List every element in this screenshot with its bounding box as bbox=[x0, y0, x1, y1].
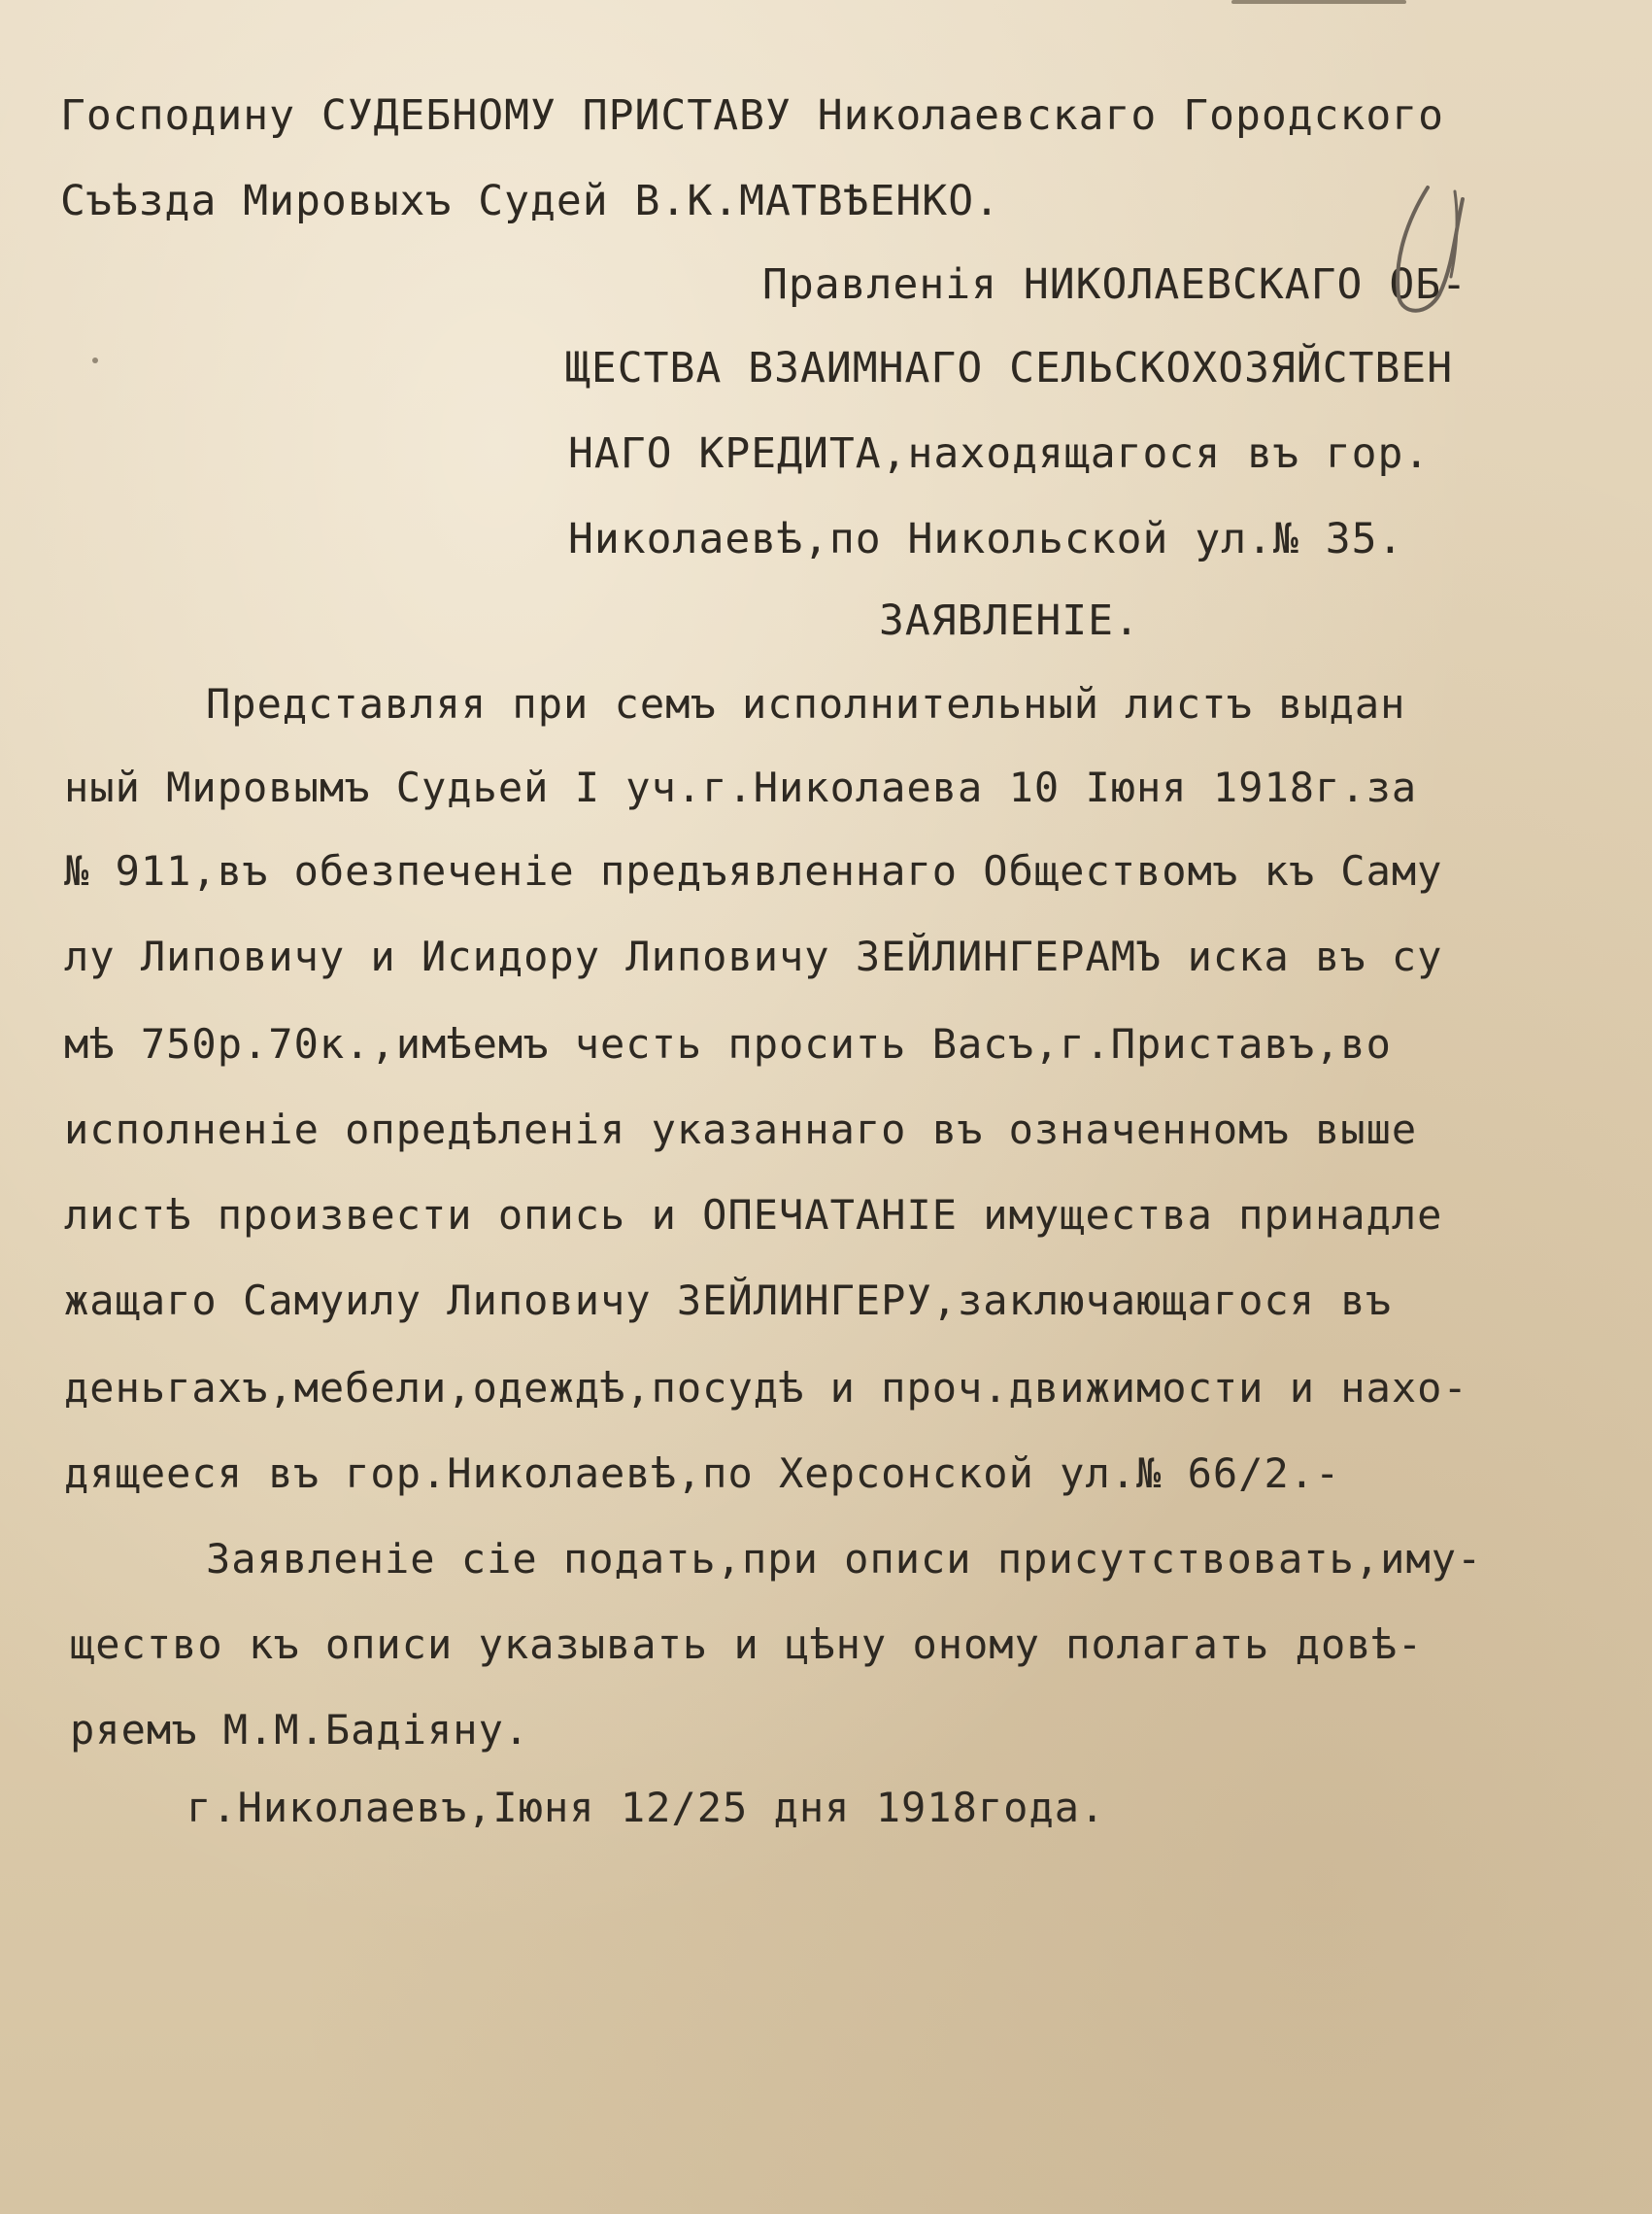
margin-speck bbox=[1231, 0, 1406, 4]
document-title: ЗАЯВЛЕНІЕ. bbox=[879, 596, 1140, 645]
pencil-mark-icon bbox=[1369, 180, 1486, 325]
margin-speck bbox=[92, 358, 98, 363]
body-line: листѣ произвести опись и ОПЕЧАТАНІЕ имущества принадле bbox=[64, 1191, 1443, 1239]
body-line: жащаго Самуилу Липовичу ЗЕЙЛИНГЕРУ,заключающагося въ bbox=[64, 1277, 1392, 1324]
body-line: щество къ описи указывать и цѣну оному полагать довѣ- bbox=[70, 1620, 1424, 1668]
body-line: ный Мировымъ Судьей I уч.г.Николаева 10 Іюня 1918г.за bbox=[64, 764, 1418, 811]
body-line: исполненіе опредѣленія указаннаго въ означенномъ выше bbox=[64, 1106, 1418, 1153]
addressee-line-1: Господину СУДЕБНОМУ ПРИСТАВУ Николаевскаго Городского bbox=[60, 91, 1445, 140]
sender-line-1: Правленія НИКОЛАЕВСКАГО ОБ- bbox=[762, 260, 1467, 309]
sender-line-2: ЩЕСТВА ВЗАИМНАГО СЕЛЬСКОХОЗЯЙСТВЕН bbox=[565, 344, 1454, 392]
body-line: мѣ 750р.70к.,имѣемъ честь просить Васъ,г.Приставъ,во bbox=[64, 1020, 1392, 1068]
body-line: лу Липовичу и Исидору Липовичу ЗЕЙЛИНГЕРАМЪ иска въ су bbox=[64, 933, 1443, 980]
body-line: № 911,въ обезпеченіе предъявленнаго Обществомъ къ Саму bbox=[64, 847, 1443, 895]
body-line: дящееся въ гор.Николаевѣ,по Херсонской ул.№ 66/2.- bbox=[64, 1449, 1341, 1497]
body-line: Заявленіе сіе подать,при описи присутствовать,иму- bbox=[206, 1535, 1483, 1583]
sender-line-4: Николаевѣ,по Никольской ул.№ 35. bbox=[568, 515, 1404, 563]
body-line: деньгахъ,мебели,одеждѣ,посудѣ и проч.движимости и нахо- bbox=[64, 1364, 1468, 1412]
sender-line-3: НАГО КРЕДИТА,находящагося въ гор. bbox=[568, 429, 1431, 478]
date-line: г.Николаевъ,Іюня 12/25 дня 1918года. bbox=[186, 1784, 1106, 1831]
body-line: ряемъ М.М.Бадіяну. bbox=[70, 1706, 530, 1754]
addressee-line-2: Съѣзда Мировыхъ Судей В.К.МАТВѢЕНКО. bbox=[60, 177, 1000, 225]
body-line: Представляя при семъ исполнительный листъ выдан bbox=[206, 680, 1406, 728]
